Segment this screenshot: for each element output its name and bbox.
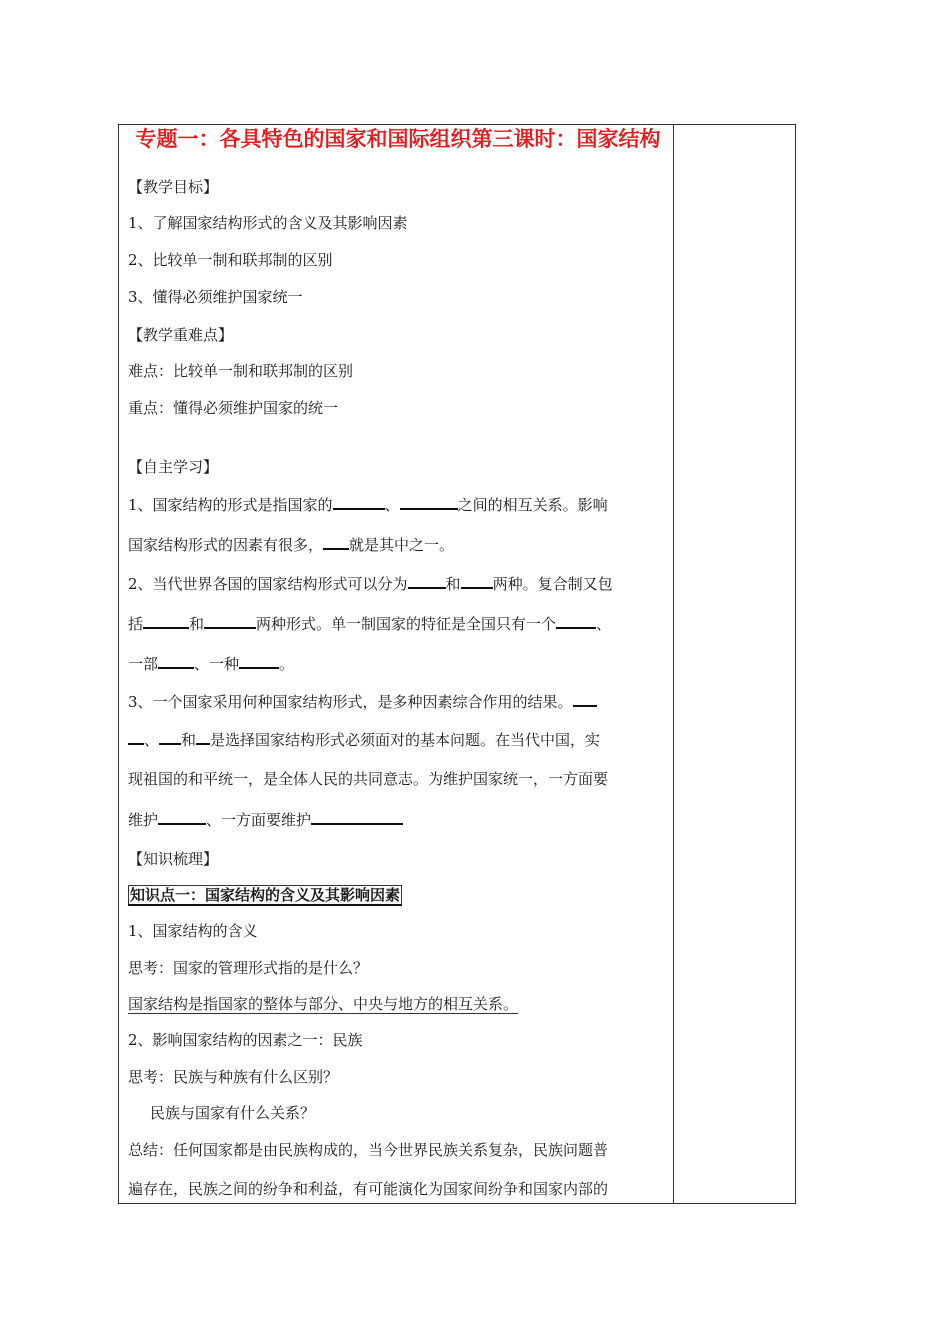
knowledge-line: 遍存在，民族之间的纷争和利益，有可能演化为国家间纷争和国家内部的 <box>128 1180 609 1198</box>
goal-item-1: 1、了解国家结构形式的含义及其影响因素 <box>128 214 408 232</box>
q1-text-e: 就是其中之一。 <box>349 536 455 554</box>
question-3-line-2 <box>128 729 600 750</box>
question-3-line-1 <box>128 691 597 712</box>
knowledge-line: 总结：任何国家都是由民族构成的，当今世界民族关系复杂，民族问题普 <box>128 1141 609 1159</box>
question-2-line-3 <box>128 653 294 674</box>
q2-text-f: 两种形式。单一制国家的特征是全国只有一个 <box>256 615 557 633</box>
question-1-line-1 <box>128 494 608 515</box>
knowledge-line: 2、影响国家结构的因素之一：民族 <box>128 1031 363 1049</box>
knowledge-line: 民族与国家有什么关系？ <box>150 1104 316 1122</box>
q3-text-f: 维护 <box>128 811 159 829</box>
knowledge-point-1-title <box>128 885 402 905</box>
q2-text-i: 、一种 <box>194 655 240 673</box>
q2-text-d: 括 <box>128 615 144 633</box>
difficult-point: 难点：比较单一制和联邦制的区别 <box>128 362 354 380</box>
goal-item-3: 3、懂得必须维护国家统一 <box>128 288 303 306</box>
q2-text-g: 、 <box>596 615 612 633</box>
main-cell <box>128 125 668 1203</box>
q3-text-d: 是选择国家结构形式必须面对的基本问题。在当代中国，实 <box>210 731 601 749</box>
q2-text-b: 和 <box>445 575 461 593</box>
knowledge-line <box>128 994 518 1014</box>
q2-text-c: 两种。复合制又包 <box>492 575 613 593</box>
fill-blank[interactable] <box>143 613 189 629</box>
knowledge-line: 1、国家结构的含义 <box>128 922 258 940</box>
q1-text-b: 、 <box>384 496 400 514</box>
definition-text: 国家结构是指国家的整体与部分、中央与地方的相互关系。 <box>128 995 519 1013</box>
fill-blank[interactable] <box>159 729 181 745</box>
q2-text-e: 和 <box>189 615 205 633</box>
knowledge-line: 思考：民族与种族有什么区别？ <box>128 1068 339 1086</box>
column-divider <box>673 125 674 1203</box>
q2-text-j: 。 <box>279 655 295 673</box>
q2-text-h: 一部 <box>128 655 159 673</box>
q3-text-c: 和 <box>181 731 197 749</box>
self-study-heading: 【自主学习】 <box>128 458 219 476</box>
fill-blank[interactable] <box>333 494 385 510</box>
fill-blank[interactable] <box>400 494 458 510</box>
knowledge-point-1-label: 知识点一：国家结构的含义及其影响因素 <box>130 886 401 904</box>
fill-blank[interactable] <box>556 613 596 629</box>
fill-blank[interactable] <box>573 691 597 707</box>
q1-text-a: 1、国家结构的形式是指国家的 <box>128 496 333 514</box>
fill-blank[interactable] <box>239 653 279 669</box>
document-table <box>118 124 796 1204</box>
q3-text-g: 、一方面要维护 <box>206 811 312 829</box>
fill-blank[interactable] <box>196 729 210 745</box>
important-point: 重点：懂得必须维护国家的统一 <box>128 399 339 417</box>
fill-blank[interactable] <box>158 809 206 825</box>
knowledge-heading: 【知识梳理】 <box>128 850 219 868</box>
q3-text-a: 3、一个国家采用何种国家结构形式，是多种因素综合作用的结果。 <box>128 693 573 711</box>
key-points-heading: 【教学重难点】 <box>128 326 234 344</box>
knowledge-line: 思考：国家的管理形式指的是什么？ <box>128 959 369 977</box>
fill-blank[interactable] <box>323 534 349 550</box>
goals-heading: 【教学目标】 <box>128 178 219 196</box>
q1-text-c: 之间的相互关系。影响 <box>457 496 608 514</box>
question-3-line-3: 现祖国的和平统一，是全体人民的共同意志。为维护国家统一，一方面要 <box>128 770 609 788</box>
fill-blank[interactable] <box>128 729 144 745</box>
question-3-line-4 <box>128 809 403 830</box>
q3-text-b: 、 <box>144 731 160 749</box>
question-1-line-2 <box>128 534 454 555</box>
fill-blank[interactable] <box>461 573 493 589</box>
question-2-line-1 <box>128 573 613 594</box>
fill-blank[interactable] <box>158 653 194 669</box>
page-title: 专题一：各具特色的国家和国际组织第三课时：国家结构 <box>135 127 661 151</box>
q1-text-d: 国家结构形式的因素有很多， <box>128 536 324 554</box>
fill-blank[interactable] <box>204 613 256 629</box>
fill-blank[interactable] <box>408 573 446 589</box>
fill-blank[interactable] <box>311 809 403 825</box>
question-2-line-2 <box>128 613 611 634</box>
goal-item-2: 2、比较单一制和联邦制的区别 <box>128 251 333 269</box>
q2-text-a: 2、当代世界各国的国家结构形式可以分为 <box>128 575 408 593</box>
